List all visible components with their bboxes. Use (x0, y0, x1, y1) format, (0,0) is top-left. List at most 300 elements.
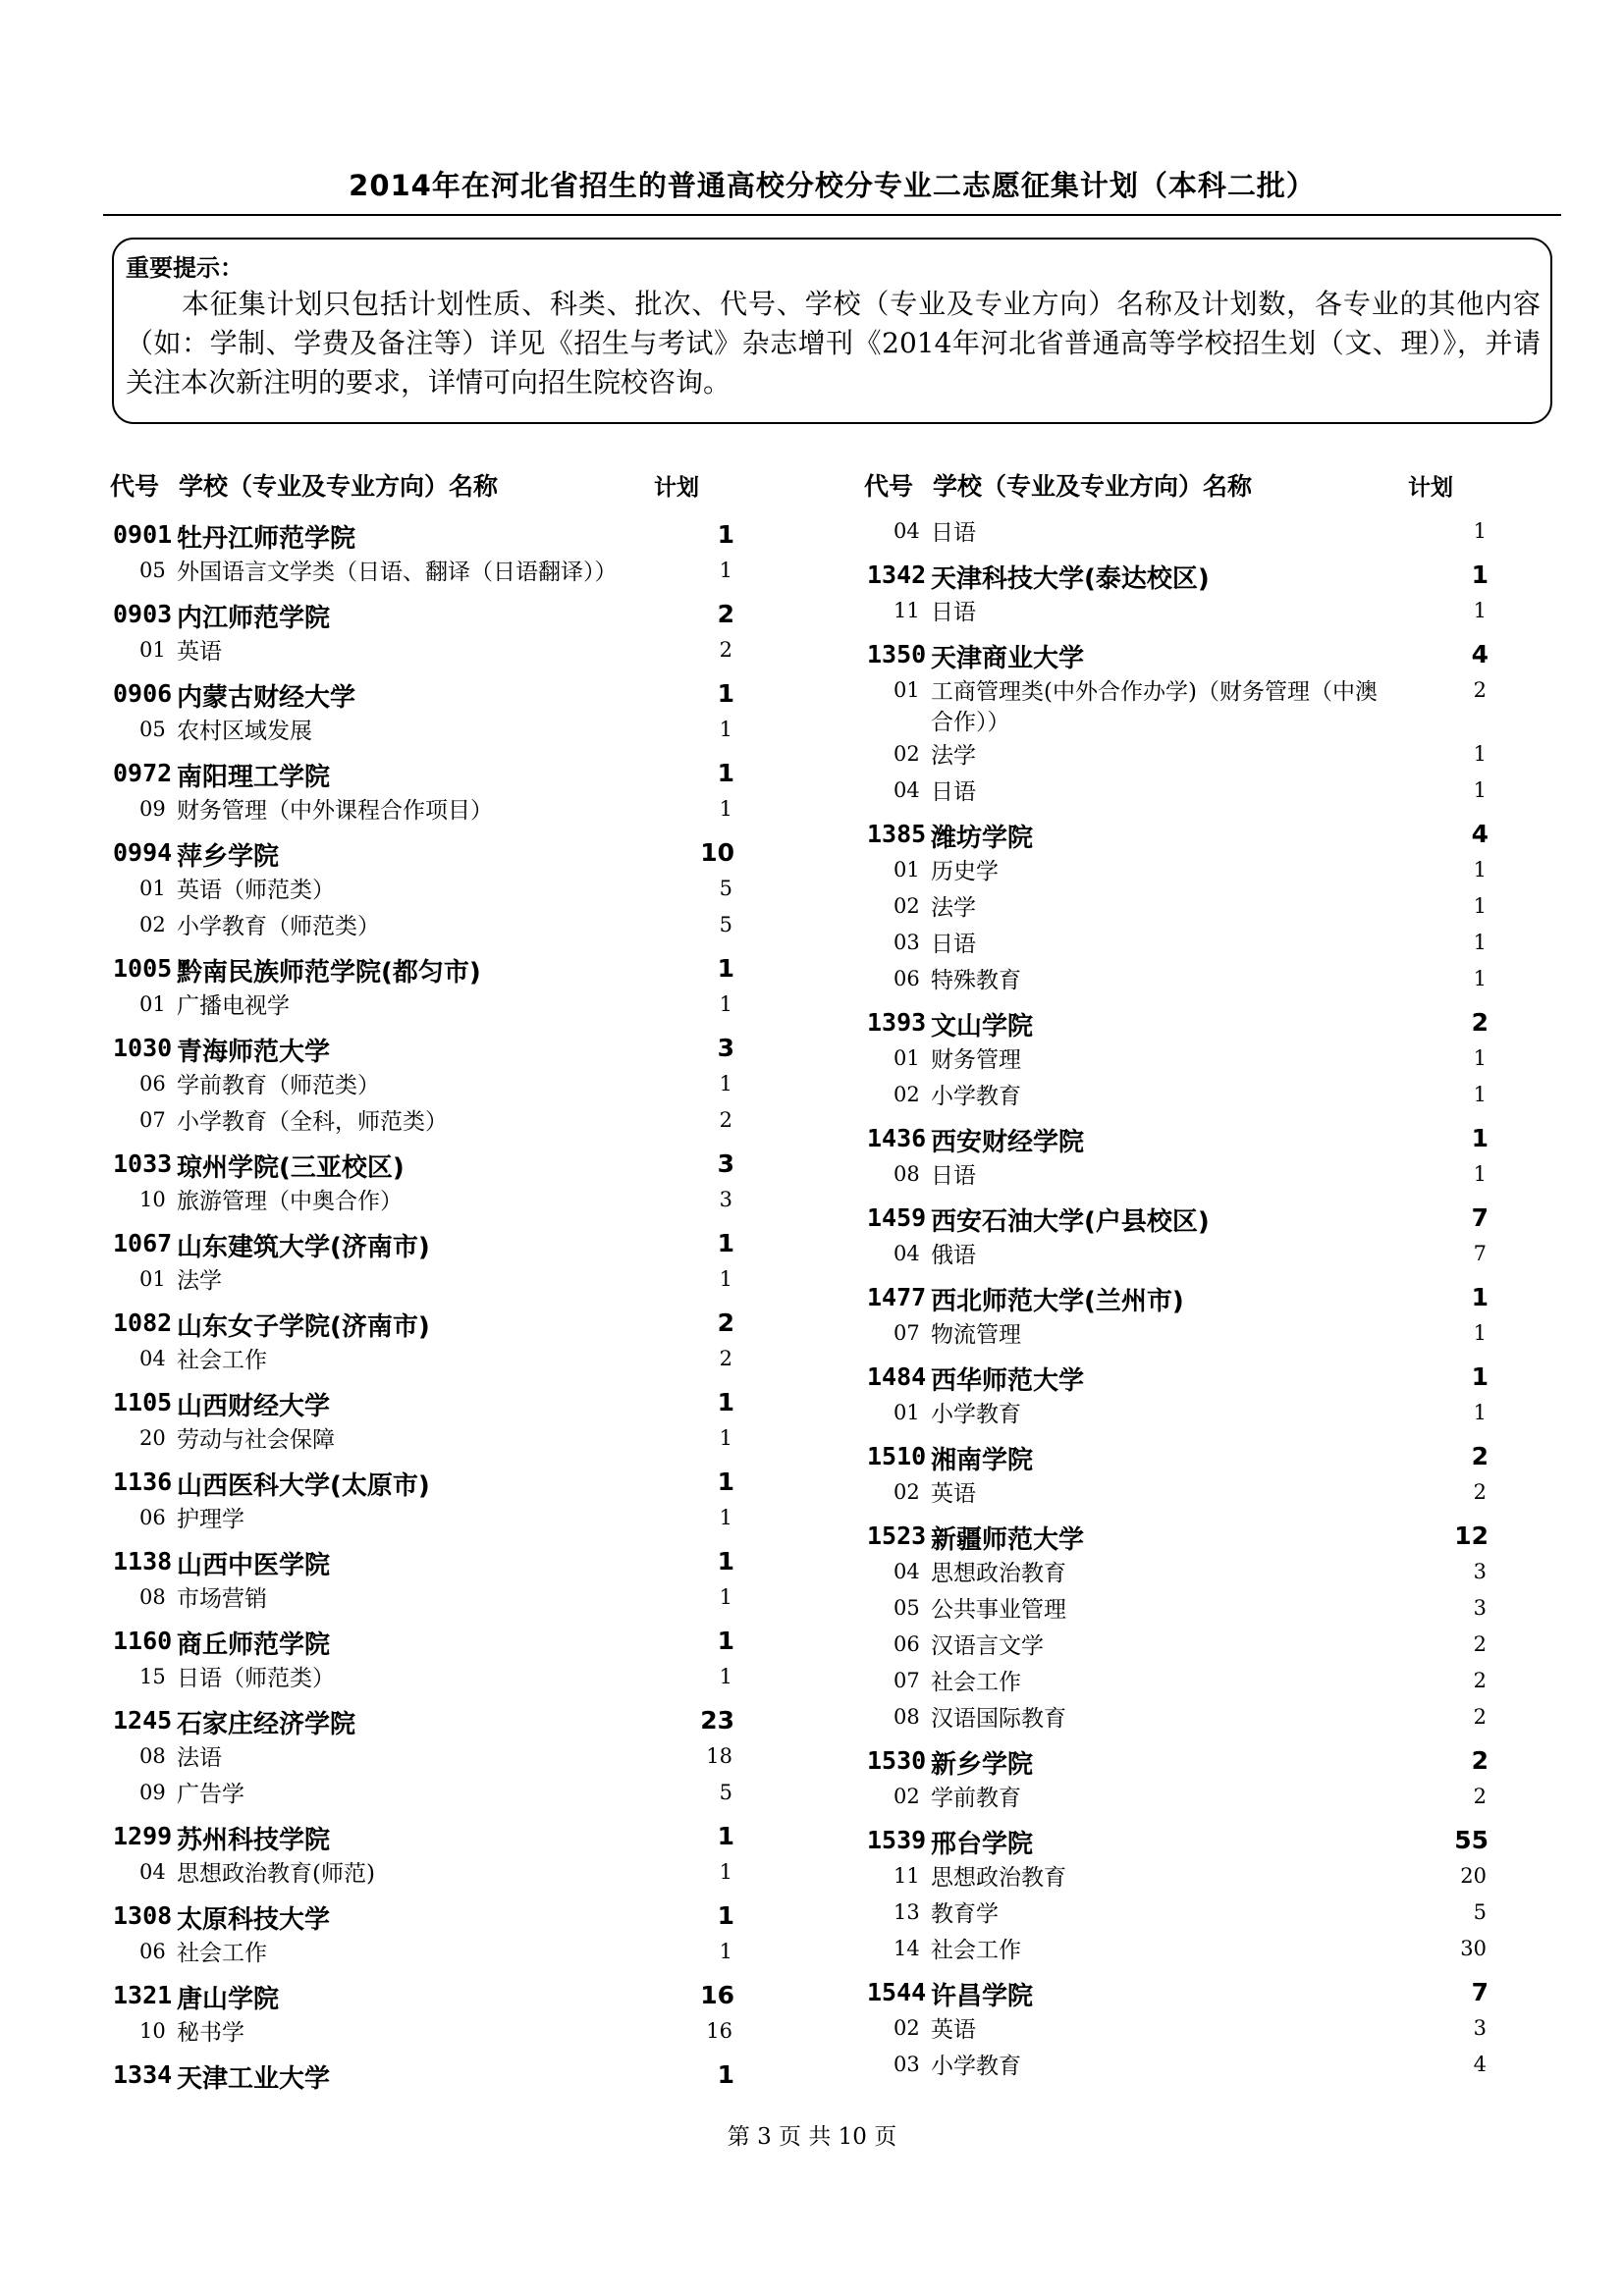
major-plan: 1 (719, 718, 732, 741)
school-code: 1136 (113, 1468, 173, 1496)
header-code: 代号 (864, 472, 914, 501)
major-code: 01 (139, 992, 166, 1016)
major-code: 04 (893, 519, 920, 543)
major-plan: 1 (719, 1585, 732, 1609)
major-row (110, 2015, 738, 2052)
major-name: 学前教育（师范类） (177, 1073, 380, 1098)
notice-heading: 重要提示： (126, 254, 244, 282)
school-name: 文山学院 (931, 1012, 1034, 1041)
major-name: 财务管理 (931, 1047, 1021, 1073)
school-code: 1459 (867, 1203, 927, 1232)
school-name: 太原科技大学 (177, 1905, 331, 1935)
major-plan: 1 (719, 1426, 732, 1450)
school-name: 邢台学院 (931, 1830, 1034, 1859)
major-plan: 2 (1473, 1785, 1487, 1808)
major-plan: 4 (1473, 2053, 1487, 2076)
school-name: 天津工业大学 (177, 2064, 331, 2094)
major-row (864, 515, 1492, 552)
major-name: 英语 (931, 1481, 976, 1507)
right-school-list (864, 515, 1492, 2085)
major-plan: 2 (719, 1108, 732, 1132)
major-code: 03 (893, 2053, 920, 2076)
major-code: 05 (139, 559, 166, 582)
school-row (110, 1976, 738, 2015)
major-name: 小学教育（全科，师范类） (177, 1109, 448, 1135)
major-plan: 20 (1460, 1864, 1487, 1888)
major-row (110, 793, 738, 829)
major-row (110, 873, 738, 909)
major-row (864, 738, 1492, 774)
major-name: 日语 (931, 600, 976, 625)
school-code: 1308 (113, 1901, 173, 1930)
school-plan: 12 (1454, 1522, 1489, 1550)
major-row (864, 1701, 1492, 1737)
school-name: 石家庄经济学院 (177, 1710, 356, 1739)
school-row (864, 1199, 1492, 1238)
major-plan: 1 (1473, 778, 1487, 802)
major-code: 04 (893, 1560, 920, 1583)
major-code: 01 (893, 858, 920, 881)
major-plan: 30 (1460, 1937, 1487, 1960)
major-plan: 1 (1473, 1046, 1487, 1070)
school-plan: 1 (717, 679, 734, 708)
school-code: 1510 (867, 1442, 927, 1470)
school-name: 萍乡学院 (177, 842, 280, 872)
school-plan: 4 (1471, 820, 1489, 848)
major-name: 特殊教育 (931, 968, 1021, 993)
school-code: 1523 (867, 1522, 927, 1550)
major-code: 08 (893, 1705, 920, 1729)
school-plan: 1 (717, 954, 734, 983)
school-row (110, 2056, 738, 2095)
major-name: 小学教育 (931, 1402, 1021, 1427)
major-row (110, 634, 738, 670)
major-row (864, 927, 1492, 963)
major-plan: 1 (1473, 599, 1487, 622)
school-plan: 3 (717, 1034, 734, 1062)
school-row (864, 1437, 1492, 1476)
major-plan: 1 (719, 1506, 732, 1529)
school-name: 山东女子学院(济南市) (177, 1312, 430, 1342)
major-code: 13 (893, 1900, 920, 1924)
school-name: 琼州学院(三亚校区) (177, 1153, 405, 1183)
school-code: 1539 (867, 1826, 927, 1854)
header-plan: 计划 (654, 475, 699, 501)
school-name: 内蒙古财经大学 (177, 683, 356, 713)
major-plan: 2 (1473, 1669, 1487, 1692)
major-row (110, 1068, 738, 1104)
major-name: 广告学 (177, 1782, 244, 1807)
major-plan: 2 (1473, 678, 1487, 702)
major-row (110, 1184, 738, 1220)
major-plan: 1 (1473, 1162, 1487, 1186)
major-row (864, 1476, 1492, 1513)
major-row (110, 988, 738, 1025)
major-row (110, 1104, 738, 1141)
major-plan: 16 (706, 2019, 732, 2043)
major-row (864, 1317, 1492, 1354)
major-code: 06 (893, 967, 920, 990)
notice-body: 本征集计划只包括计划性质、科类、批次、代号、学校（专业及专业方向）名称及计划数，各专业的其他内容（如：学制、学费及备注等）详见《招生与考试》杂志增刊《2014年河北省普通高等学校招生划（文、理）》，并请关注本次新注明的要求，详情可向招生院校咨询。 (126, 288, 1541, 399)
major-code: 04 (893, 778, 920, 802)
school-row (110, 1701, 738, 1740)
major-row (864, 1158, 1492, 1195)
school-name: 天津科技大学(泰达校区) (931, 564, 1210, 594)
school-row (110, 1817, 738, 1856)
major-code: 06 (139, 1506, 166, 1529)
major-code: 02 (893, 894, 920, 918)
major-row (864, 1238, 1492, 1274)
school-row (110, 833, 738, 873)
school-plan: 23 (700, 1706, 734, 1735)
school-plan: 16 (700, 1981, 734, 2009)
major-name: 小学教育 (931, 1084, 1021, 1109)
school-row (110, 1463, 738, 1502)
major-plan: 1 (719, 1665, 732, 1688)
school-row (110, 595, 738, 634)
major-code: 01 (893, 678, 920, 702)
major-row (864, 1781, 1492, 1817)
major-plan: 3 (719, 1188, 732, 1211)
school-row (110, 1145, 738, 1184)
major-row (110, 1856, 738, 1893)
major-plan: 1 (719, 1267, 732, 1291)
major-name: 广播电视学 (177, 993, 290, 1019)
major-row (864, 890, 1492, 927)
major-name: 汉语国际教育 (931, 1706, 1066, 1732)
school-plan: 3 (717, 1149, 734, 1178)
major-name: 英语（师范类） (177, 878, 335, 903)
major-plan: 2 (719, 638, 732, 662)
major-name: 英语 (931, 2017, 976, 2043)
school-plan: 1 (1471, 1124, 1489, 1152)
school-plan: 2 (717, 1308, 734, 1337)
major-name: 市场营销 (177, 1586, 267, 1612)
school-plan: 1 (717, 1822, 734, 1850)
major-code: 02 (893, 1785, 920, 1808)
school-name: 南阳理工学院 (177, 763, 331, 792)
school-row (110, 1383, 738, 1422)
school-row (110, 1542, 738, 1581)
school-name: 黔南民族师范学院(都匀市) (177, 958, 481, 988)
school-code: 1436 (867, 1124, 927, 1152)
school-code: 1342 (867, 561, 927, 589)
major-code: 08 (139, 1744, 166, 1768)
school-code: 1385 (867, 820, 927, 848)
major-row (110, 1777, 738, 1813)
school-code: 1544 (867, 1978, 927, 2006)
major-name: 日语 (931, 1163, 976, 1189)
major-name: 学前教育 (931, 1786, 1021, 1811)
column-header (110, 461, 738, 501)
major-row (110, 1263, 738, 1300)
school-name: 内江师范学院 (177, 604, 331, 633)
major-code: 01 (139, 638, 166, 662)
school-row (864, 1003, 1492, 1042)
school-plan: 1 (1471, 1362, 1489, 1391)
major-code: 09 (139, 797, 166, 821)
major-code: 02 (893, 742, 920, 766)
school-name: 天津商业大学 (931, 644, 1085, 673)
major-row (110, 1422, 738, 1459)
school-name: 西安石油大学(户县校区) (931, 1207, 1210, 1237)
school-code: 1321 (113, 1981, 173, 2009)
major-row (864, 1592, 1492, 1629)
school-name: 青海师范大学 (177, 1038, 331, 1067)
major-code: 01 (893, 1401, 920, 1424)
school-name: 苏州科技学院 (177, 1826, 331, 1855)
major-code: 10 (139, 1188, 166, 1211)
major-code: 07 (893, 1669, 920, 1692)
major-name: 社会工作 (177, 1348, 267, 1373)
major-code: 06 (139, 1072, 166, 1095)
right-column (864, 461, 1492, 2085)
school-plan: 10 (700, 838, 734, 867)
school-plan: 1 (717, 1627, 734, 1655)
major-name: 俄语 (931, 1243, 976, 1268)
header-code: 代号 (110, 472, 160, 501)
major-row (864, 1556, 1492, 1592)
major-code: 15 (139, 1665, 166, 1688)
school-row (864, 1278, 1492, 1317)
major-row (864, 2012, 1492, 2049)
major-plan: 1 (1473, 742, 1487, 766)
major-name: 思想政治教育 (931, 1561, 1066, 1586)
school-code: 1067 (113, 1229, 173, 1257)
school-plan: 2 (1471, 1746, 1489, 1775)
major-code: 04 (893, 1242, 920, 1265)
school-code: 1477 (867, 1283, 927, 1311)
school-row (864, 1517, 1492, 1556)
page-title: 2014年在河北省招生的普通高校分校分专业二志愿征集计划（本科二批） (349, 169, 1316, 202)
major-name: 旅游管理（中奥合作） (177, 1189, 403, 1214)
major-row (864, 1933, 1492, 1969)
major-code: 02 (893, 1480, 920, 1504)
major-row (864, 1397, 1492, 1433)
major-name: 法语 (177, 1745, 222, 1771)
major-code: 02 (139, 913, 166, 936)
major-row (864, 1665, 1492, 1701)
school-plan: 55 (1454, 1826, 1489, 1854)
school-row (110, 1029, 738, 1068)
major-plan: 2 (719, 1347, 732, 1370)
school-code: 1160 (113, 1627, 173, 1655)
school-name: 湘南学院 (931, 1446, 1034, 1475)
major-code: 04 (139, 1347, 166, 1370)
major-code: 01 (139, 877, 166, 900)
major-code: 05 (893, 1596, 920, 1620)
major-code: 05 (139, 718, 166, 741)
major-code: 09 (139, 1781, 166, 1804)
major-code: 06 (893, 1632, 920, 1656)
major-plan: 5 (719, 877, 732, 900)
school-plan: 7 (1471, 1978, 1489, 2006)
major-row (110, 1502, 738, 1538)
major-name: 工商管理类(中外合作办学)（财务管理（中澳合作）） (931, 679, 1378, 735)
major-row (110, 1661, 738, 1697)
major-code: 06 (139, 1940, 166, 1963)
major-code: 02 (893, 2016, 920, 2040)
school-code: 1030 (113, 1034, 173, 1062)
major-plan: 5 (719, 1781, 732, 1804)
school-code: 1033 (113, 1149, 173, 1178)
school-name: 山西医科大学(太原市) (177, 1471, 430, 1501)
column-header (864, 461, 1492, 501)
major-row (110, 909, 738, 945)
school-row (110, 674, 738, 714)
school-row (864, 1973, 1492, 2012)
school-plan: 1 (717, 520, 734, 549)
school-name: 山西财经大学 (177, 1392, 331, 1421)
major-name: 财务管理（中外课程合作项目） (177, 798, 493, 824)
header-plan: 计划 (1408, 475, 1453, 501)
major-plan: 1 (719, 1072, 732, 1095)
major-code: 01 (139, 1267, 166, 1291)
major-plan: 2 (1473, 1705, 1487, 1729)
header-name: 学校（专业及专业方向）名称 (933, 472, 1253, 501)
major-code: 04 (139, 1860, 166, 1884)
school-code: 1530 (867, 1746, 927, 1775)
school-code: 1484 (867, 1362, 927, 1391)
major-code: 03 (893, 931, 920, 954)
major-name: 日语 (931, 779, 976, 805)
school-name: 西华师范大学 (931, 1366, 1085, 1396)
major-plan: 1 (1473, 1083, 1487, 1106)
school-row (864, 815, 1492, 854)
major-plan: 1 (1473, 967, 1487, 990)
major-plan: 18 (706, 1744, 732, 1768)
school-plan: 1 (717, 759, 734, 787)
major-row (864, 1629, 1492, 1665)
major-code: 07 (139, 1108, 166, 1132)
major-row (864, 1860, 1492, 1896)
major-row (864, 774, 1492, 811)
school-plan: 1 (1471, 1283, 1489, 1311)
title-rule (103, 214, 1561, 216)
major-plan: 5 (1473, 1900, 1487, 1924)
major-row (864, 963, 1492, 999)
major-name: 社会工作 (177, 1941, 267, 1966)
school-code: 0901 (113, 520, 173, 549)
left-column (110, 461, 738, 2095)
school-name: 商丘师范学院 (177, 1630, 331, 1660)
school-name: 潍坊学院 (931, 824, 1034, 853)
major-row (110, 1581, 738, 1618)
school-plan: 2 (717, 600, 734, 628)
school-code: 1299 (113, 1822, 173, 1850)
major-code: 20 (139, 1426, 166, 1450)
major-plan: 1 (719, 1940, 732, 1963)
major-name: 汉语言文学 (931, 1633, 1044, 1659)
school-code: 1138 (113, 1547, 173, 1575)
major-code: 07 (893, 1321, 920, 1345)
major-name: 公共事业管理 (931, 1597, 1066, 1623)
school-plan: 1 (717, 1547, 734, 1575)
school-code: 0906 (113, 679, 173, 708)
major-plan: 5 (719, 913, 732, 936)
school-code: 1005 (113, 954, 173, 983)
major-plan: 1 (719, 1860, 732, 1884)
major-plan: 1 (1473, 858, 1487, 881)
major-row (864, 854, 1492, 890)
major-name: 日语（师范类） (177, 1666, 335, 1691)
major-name: 秘书学 (177, 2020, 244, 2046)
major-plan: 1 (1473, 1401, 1487, 1424)
major-name: 法学 (931, 895, 976, 921)
major-plan: 3 (1473, 2016, 1487, 2040)
school-row (864, 1358, 1492, 1397)
major-name: 小学教育 (931, 2054, 1021, 2079)
major-row (110, 1936, 738, 1972)
school-row (110, 1622, 738, 1661)
school-name: 西安财经学院 (931, 1128, 1085, 1157)
major-code: 08 (893, 1162, 920, 1186)
page-footer: 第 3 页 共 10 页 (727, 2124, 897, 2150)
school-code: 1245 (113, 1706, 173, 1735)
school-code: 1393 (867, 1008, 927, 1037)
major-code: 08 (139, 1585, 166, 1609)
major-name: 英语 (177, 639, 222, 665)
school-plan: 4 (1471, 640, 1489, 668)
major-name: 外国语言文学类（日语、翻译（日语翻译）） (177, 560, 618, 585)
school-name: 许昌学院 (931, 1982, 1034, 2011)
notice-box (112, 238, 1552, 424)
school-plan: 2 (1471, 1442, 1489, 1470)
major-plan: 1 (1473, 931, 1487, 954)
header-name: 学校（专业及专业方向）名称 (179, 472, 499, 501)
school-row (110, 1304, 738, 1343)
school-code: 1082 (113, 1308, 173, 1337)
major-row (110, 555, 738, 591)
major-row (864, 1896, 1492, 1933)
major-name: 劳动与社会保障 (177, 1427, 335, 1453)
major-name: 法学 (931, 743, 976, 769)
school-plan: 1 (717, 1468, 734, 1496)
major-code: 14 (893, 1937, 920, 1960)
school-name: 西北师范大学(兰州市) (931, 1287, 1184, 1316)
school-plan: 7 (1471, 1203, 1489, 1232)
major-name: 农村区域发展 (177, 719, 312, 744)
school-row (864, 1821, 1492, 1860)
major-row (864, 2049, 1492, 2085)
major-name: 教育学 (931, 1901, 999, 1927)
school-plan: 1 (717, 1901, 734, 1930)
major-plan: 1 (719, 992, 732, 1016)
school-code: 0903 (113, 600, 173, 628)
school-plan: 1 (1471, 561, 1489, 589)
school-plan: 1 (717, 1229, 734, 1257)
school-name: 山西中医学院 (177, 1551, 331, 1580)
major-plan: 2 (1473, 1632, 1487, 1656)
school-row (864, 635, 1492, 674)
school-row (110, 1896, 738, 1936)
school-row (864, 1119, 1492, 1158)
school-row (110, 1224, 738, 1263)
major-name: 护理学 (177, 1507, 244, 1532)
school-name: 牡丹江师范学院 (177, 524, 356, 554)
major-name: 法学 (177, 1268, 222, 1294)
major-name: 社会工作 (931, 1670, 1021, 1695)
major-plan: 1 (719, 559, 732, 582)
major-name: 小学教育（师范类） (177, 914, 380, 939)
major-row (864, 1042, 1492, 1079)
major-row (110, 714, 738, 750)
major-plan: 1 (1473, 1321, 1487, 1345)
major-row (864, 595, 1492, 631)
school-row (864, 556, 1492, 595)
school-row (110, 754, 738, 793)
school-plan: 1 (717, 2060, 734, 2089)
